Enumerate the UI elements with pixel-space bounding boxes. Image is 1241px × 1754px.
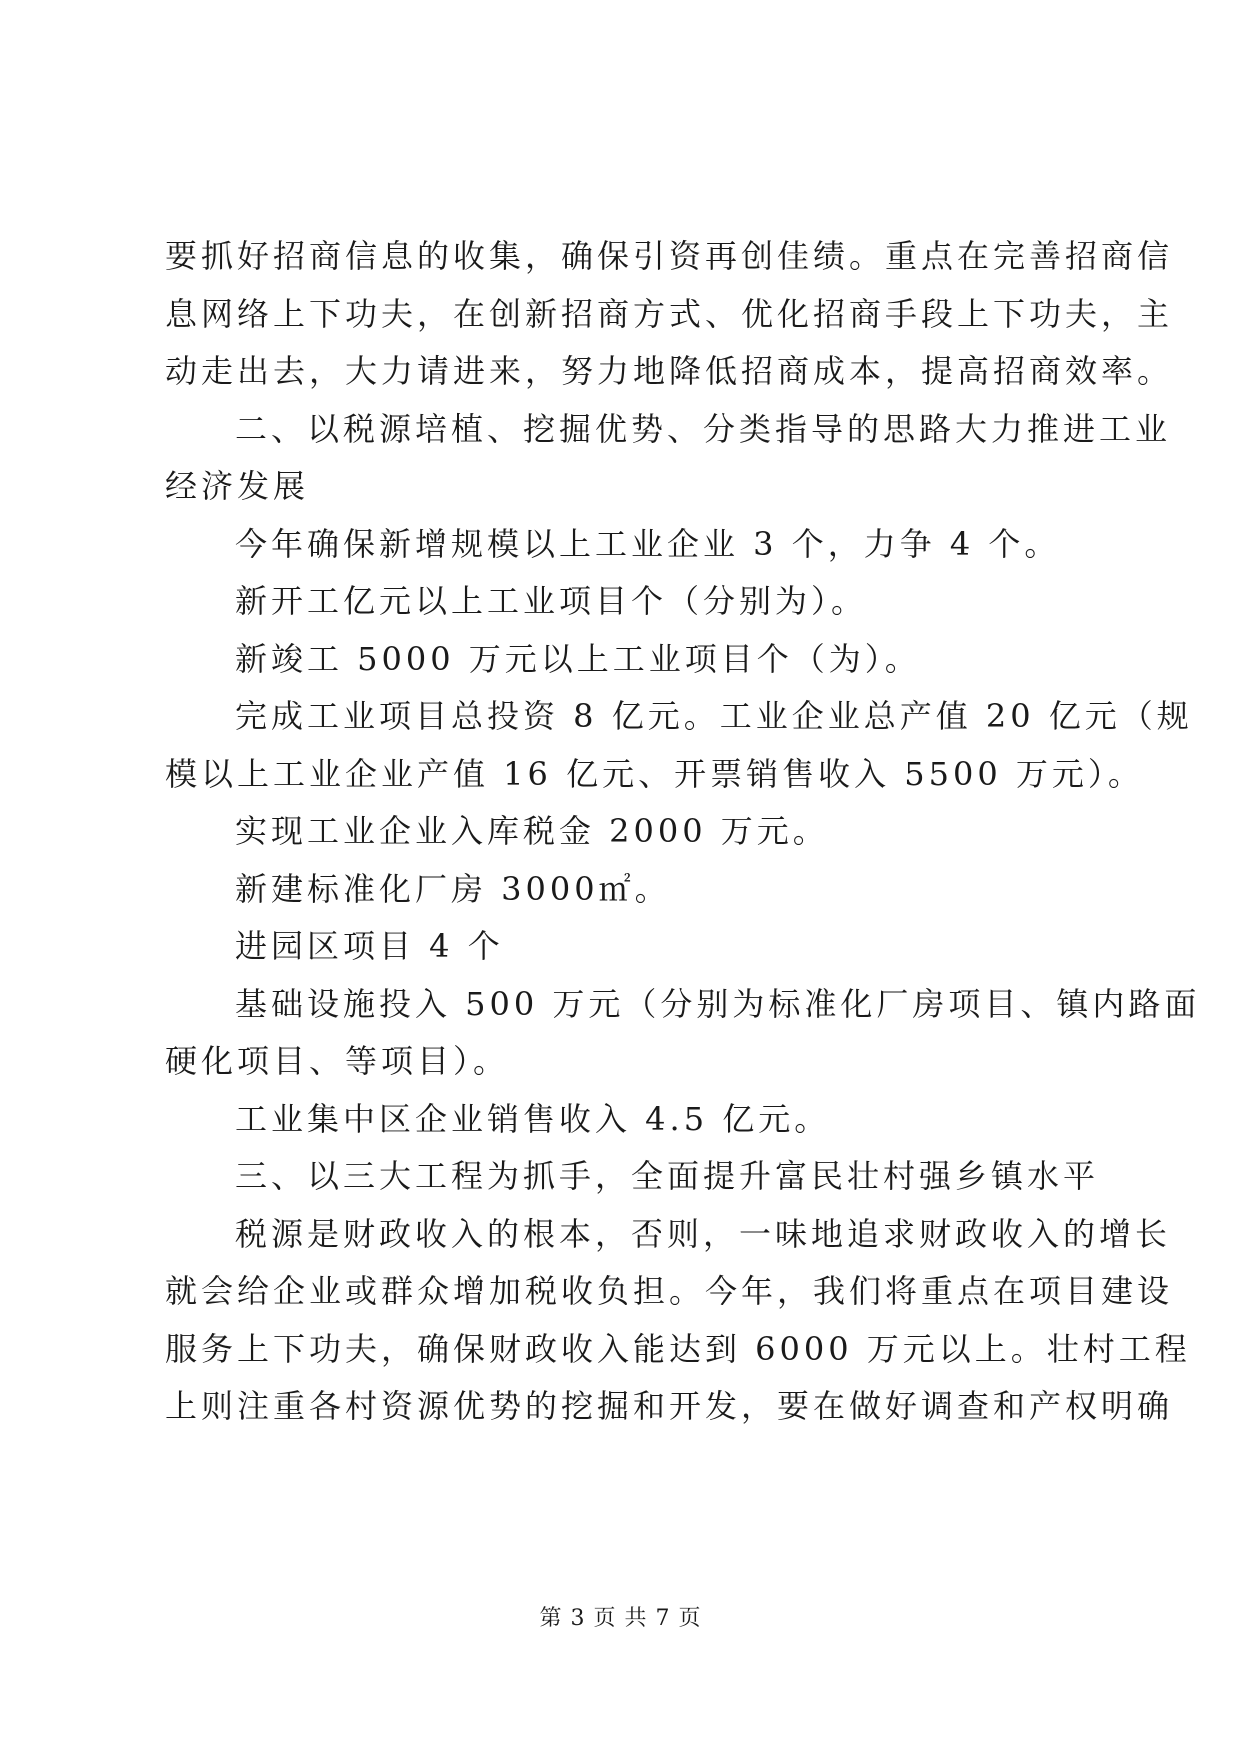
text-line: 要抓好招商信息的收集，确保引资再创佳绩。重点在完善招商信 xyxy=(165,237,1174,275)
text-line: 新开工亿元以上工业项目个（分别为）。 xyxy=(235,582,868,620)
text-line: 完成工业项目总投资 8 亿元。工业企业总产值 20 亿元（规 xyxy=(235,697,1193,735)
page-number-footer: 第 3 页 共 7 页 xyxy=(539,1606,702,1631)
text-line: 上则注重各村资源优势的挖掘和开发，要在做好调查和产权明确 xyxy=(165,1387,1174,1425)
text-line: 基础设施投入 500 万元（分别为标准化厂房项目、镇内路面 xyxy=(235,984,1201,1023)
text-line: 新竣工 5000 万元以上工业项目个（为）。 xyxy=(235,639,921,678)
document-body xyxy=(165,228,1201,1436)
text-line: 今年确保新增规模以上工业企业 3 个，力争 4 个。 xyxy=(235,524,1061,563)
text-line: 就会给企业或群众增加税收负担。今年，我们将重点在项目建设 xyxy=(165,1272,1174,1310)
text-line: 经济发展 xyxy=(165,467,310,505)
text-line: 模以上工业企业产值 16 亿元、开票销售收入 5500 万元）。 xyxy=(165,754,1144,793)
text-line: 二、以税源培植、挖掘优势、分类指导的思路大力推进工业 xyxy=(235,409,1172,448)
text-line: 硬化项目、等项目）。 xyxy=(165,1042,510,1080)
text-line: 服务上下功夫，确保财政收入能达到 6000 万元以上。壮村工程 xyxy=(165,1329,1191,1368)
text-line: 动走出去，大力请进来，努力地降低招商成本，提高招商效率。 xyxy=(165,352,1174,390)
text-line: 息网络上下功夫，在创新招商方式、优化招商手段上下功夫，主 xyxy=(165,294,1174,333)
text-line: 工业集中区企业销售收入 4.5 亿元。 xyxy=(235,1099,831,1138)
text-line: 进园区项目 4 个 xyxy=(235,927,504,965)
text-line: 新建标准化厂房 3000㎡。 xyxy=(235,869,671,908)
text-line: 实现工业企业入库税金 2000 万元。 xyxy=(235,812,829,850)
text-line: 税源是财政收入的根本，否则，一味地追求财政收入的增长 xyxy=(235,1214,1172,1253)
text-line: 三、以三大工程为抓手，全面提升富民壮村强乡镇水平 xyxy=(235,1157,1100,1195)
